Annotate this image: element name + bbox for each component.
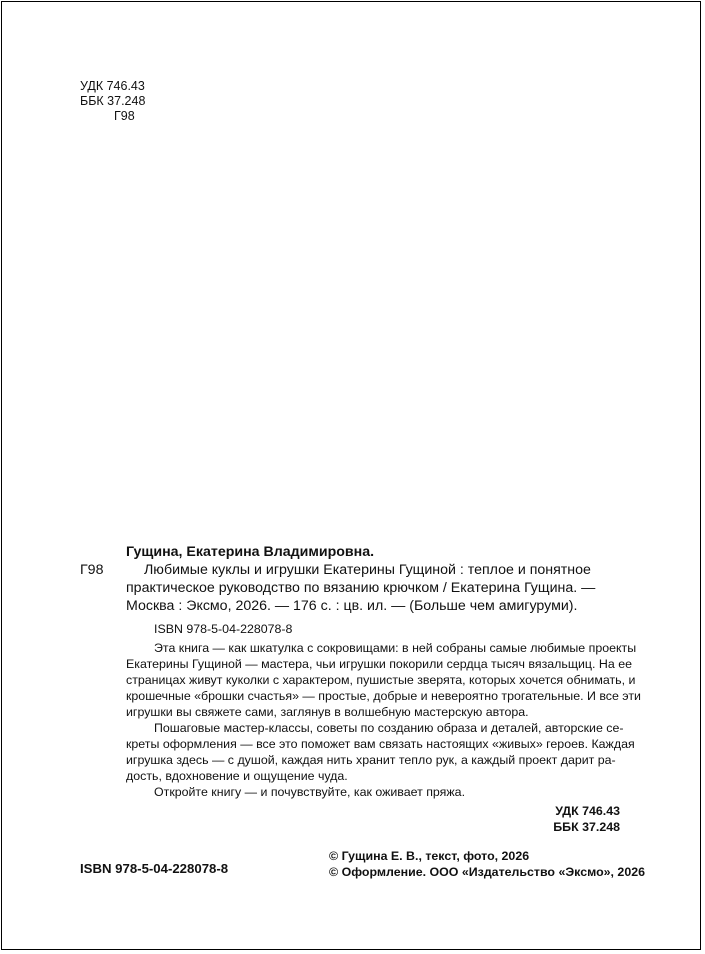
author-mark-top: Г98 bbox=[114, 109, 135, 123]
bbk-code-top: ББК 37.248 bbox=[80, 94, 146, 108]
record-description-line: практическое руководство по вязанию крючком / Екатерина Гущина. — bbox=[126, 580, 596, 596]
annotation-line: крошечные «брошки счастья» — простые, добрые и невероятно трогательные. И все эти bbox=[126, 689, 641, 703]
bbk-code-bottom: ББК 37.248 bbox=[553, 820, 620, 834]
footer-isbn: ISBN 978-5-04-228078-8 bbox=[80, 861, 229, 876]
author-mark: Г98 bbox=[80, 562, 104, 578]
udk-code-top: УДК 746.43 bbox=[80, 79, 145, 93]
annotation-line: игрушка здесь — с душой, каждая нить хранит тепло рук, а каждый проект дарит ра- bbox=[126, 753, 616, 767]
annotation-line: дость, вдохновение и ощущение чуда. bbox=[126, 769, 348, 783]
annotation-line: Пошаговые мастер-классы, советы по созданию образа и деталей, авторские се- bbox=[154, 721, 624, 735]
record-isbn: ISBN 978-5-04-228078-8 bbox=[154, 622, 293, 636]
copyright-design: © Оформление. ООО «Издательство «Эксмо», 2026 bbox=[329, 865, 645, 879]
copyright-text: © Гущина Е. В., текст, фото, 2026 bbox=[329, 849, 530, 863]
record-author: Гущина, Екатерина Владимировна. bbox=[126, 544, 375, 560]
annotation-line: креты оформления — все это поможет вам связать настоящих «живых» героев. Каждая bbox=[126, 737, 635, 751]
record-description-line: Любимые куклы и игрушки Екатерины Гущиной : теплое и понятное bbox=[144, 562, 591, 578]
udk-code-bottom: УДК 746.43 bbox=[555, 804, 620, 818]
record-description-line: Москва : Эксмо, 2026. — 176 с. : цв. ил. — (Больше чем амигуруми). bbox=[126, 598, 578, 614]
annotation-line: страницах живут куколки с характером, пушистые зверята, которых хочется обнимать, и bbox=[126, 673, 636, 687]
annotation-line: Откройте книгу — и почувствуйте, как оживает пряжа. bbox=[154, 785, 466, 799]
annotation-line: игрушки вы свяжете сами, заглянув в волшебную мастерскую автора. bbox=[126, 705, 529, 719]
annotation-line: Екатерины Гущиной — мастера, чьи игрушки покорили сердца тысяч вязальщиц. На ее bbox=[126, 657, 632, 671]
annotation-line: Эта книга — как шкатулка с сокровищами: в ней собраны самые любимые проекты bbox=[154, 641, 637, 655]
